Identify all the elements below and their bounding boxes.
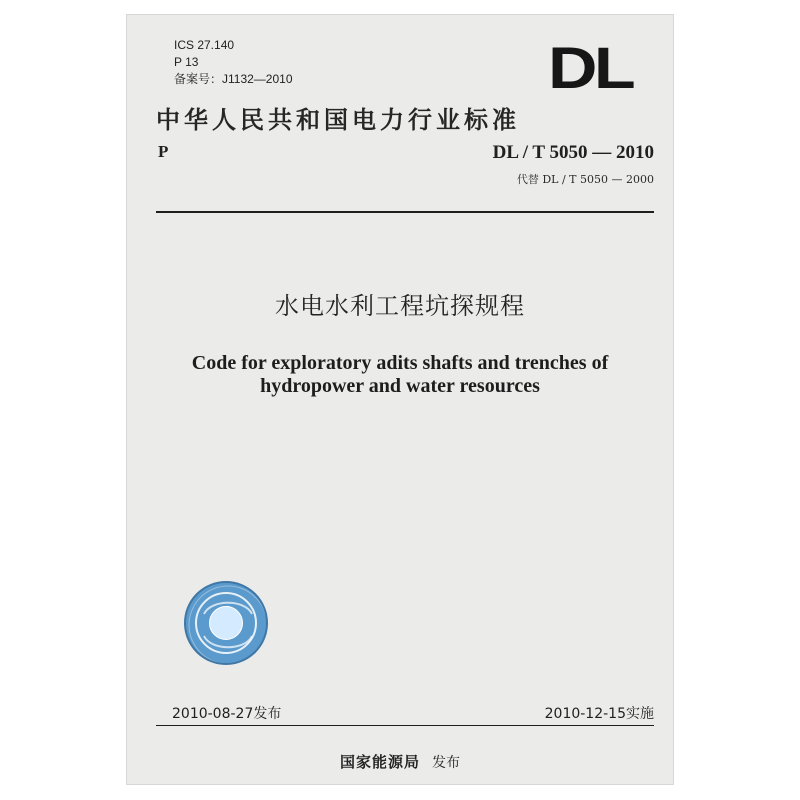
standard-category: P: [158, 142, 169, 161]
industry-standard-title: 中华人民共和国电力行业标准: [156, 106, 520, 134]
classification-code: P 13: [174, 55, 199, 69]
dl-logo: DL: [548, 36, 633, 101]
english-title-line-2: hydropower and water resources: [260, 375, 540, 397]
issue-date: 2010-08-27发布: [172, 706, 282, 722]
date-divider: [156, 725, 654, 726]
record-number: 备案号：J1132—2010: [174, 72, 293, 86]
publisher-organization: 国家能源局: [339, 753, 420, 771]
english-title-line-1: Code for exploratory adits shafts and trenches of: [191, 352, 609, 374]
chinese-title: 水电水利工程坑探规程: [275, 292, 525, 320]
publisher-seal-icon: [184, 581, 268, 665]
header-divider: [156, 211, 654, 213]
standard-number: DL / T 5050 — 2010: [492, 142, 654, 163]
book-cover: [126, 14, 674, 785]
ics-code: ICS 27.140: [174, 38, 235, 52]
replaced-standard: 代替 DL / T 5050 — 2000: [516, 173, 654, 186]
publisher-line: [126, 751, 674, 772]
implementation-date: 2010-12-15实施: [544, 706, 654, 722]
publisher-action: 发布: [432, 755, 460, 771]
